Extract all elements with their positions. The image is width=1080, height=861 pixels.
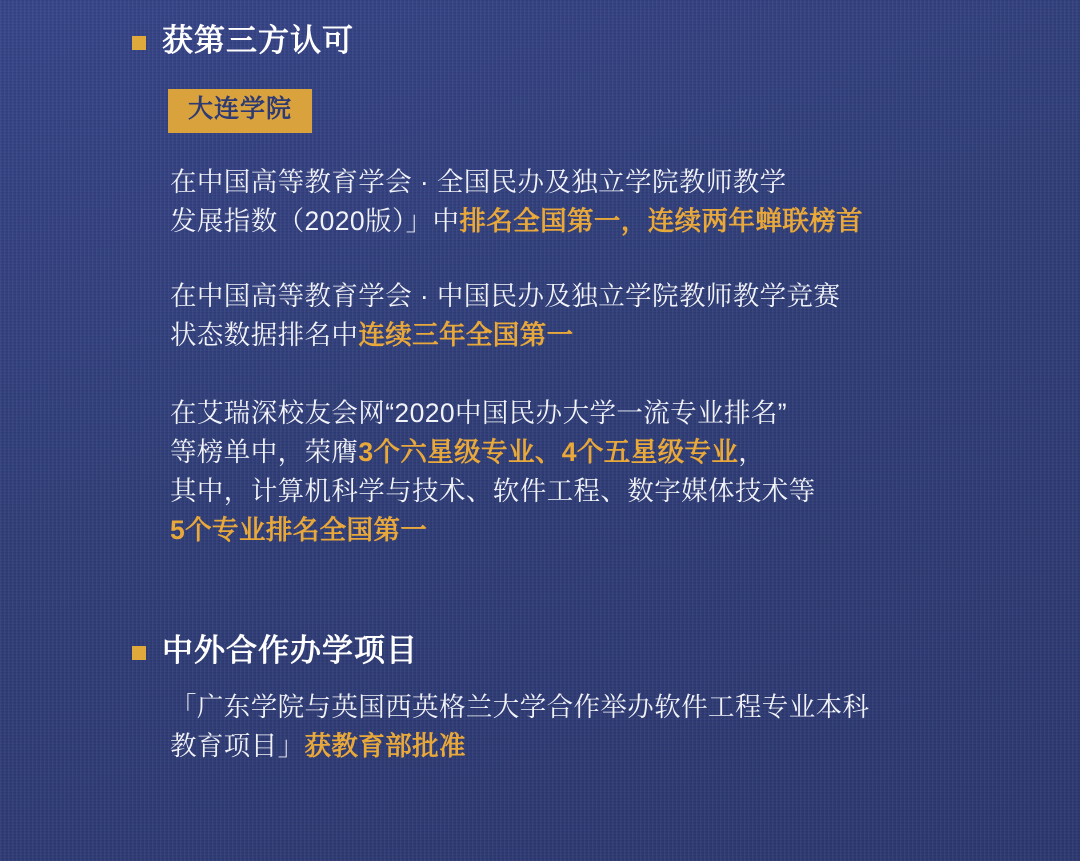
campus-tag: 大连学院 — [168, 89, 312, 133]
achievement-paragraph-1 — [170, 163, 1050, 241]
highlighted-text: 3个六星级专业、4个五星级专业 — [358, 436, 739, 467]
achievement-paragraph-2 — [170, 277, 1050, 355]
section-title: 获第三方认可 — [162, 23, 354, 58]
highlighted-text: 连续两年蝉联榜首 — [647, 205, 863, 236]
body-text: 状态数据排名中 — [170, 320, 359, 351]
slide-content — [132, 22, 1050, 766]
body-text: 等榜单中，荣膺 — [170, 436, 359, 467]
campus-tag-wrapper — [168, 89, 1050, 133]
section-heading-joint-program — [132, 632, 1050, 669]
body-text: 在中国高等教育学会 · 中国民办及独立学院教师教学竞赛 — [170, 281, 841, 312]
highlighted-text: 获教育部批准 — [304, 730, 466, 761]
square-bullet-icon — [132, 36, 146, 50]
highlighted-text: 5个专业排名全国第一 — [170, 515, 428, 546]
body-text: 发展指数（2020版）」中 — [170, 205, 460, 236]
body-text: 在艾瑞深校友会网“2020中国民办大学一流专业排名” — [170, 397, 788, 428]
body-text: ， — [738, 436, 766, 467]
highlighted-text: 排名全国第一 — [459, 205, 621, 236]
body-text: 在中国高等教育学会 · 全国民办及独立学院教师教学 — [170, 166, 787, 197]
joint-program-paragraph — [170, 688, 1050, 766]
body-text: 教育项目」 — [170, 730, 305, 761]
square-bullet-icon — [132, 646, 146, 660]
section-heading-third-party — [132, 22, 1050, 59]
body-text: 其中，计算机科学与技术、软件工程、数字媒体技术等 — [170, 476, 816, 506]
body-text: 「广东学院与英国西英格兰大学合作举办软件工程专业本科 — [170, 691, 870, 722]
achievement-paragraph-3 — [170, 394, 1050, 551]
highlighted-text: ， — [620, 205, 648, 236]
highlighted-text: 连续三年全国第一 — [358, 320, 574, 351]
section-title: 中外合作办学项目 — [162, 633, 418, 669]
